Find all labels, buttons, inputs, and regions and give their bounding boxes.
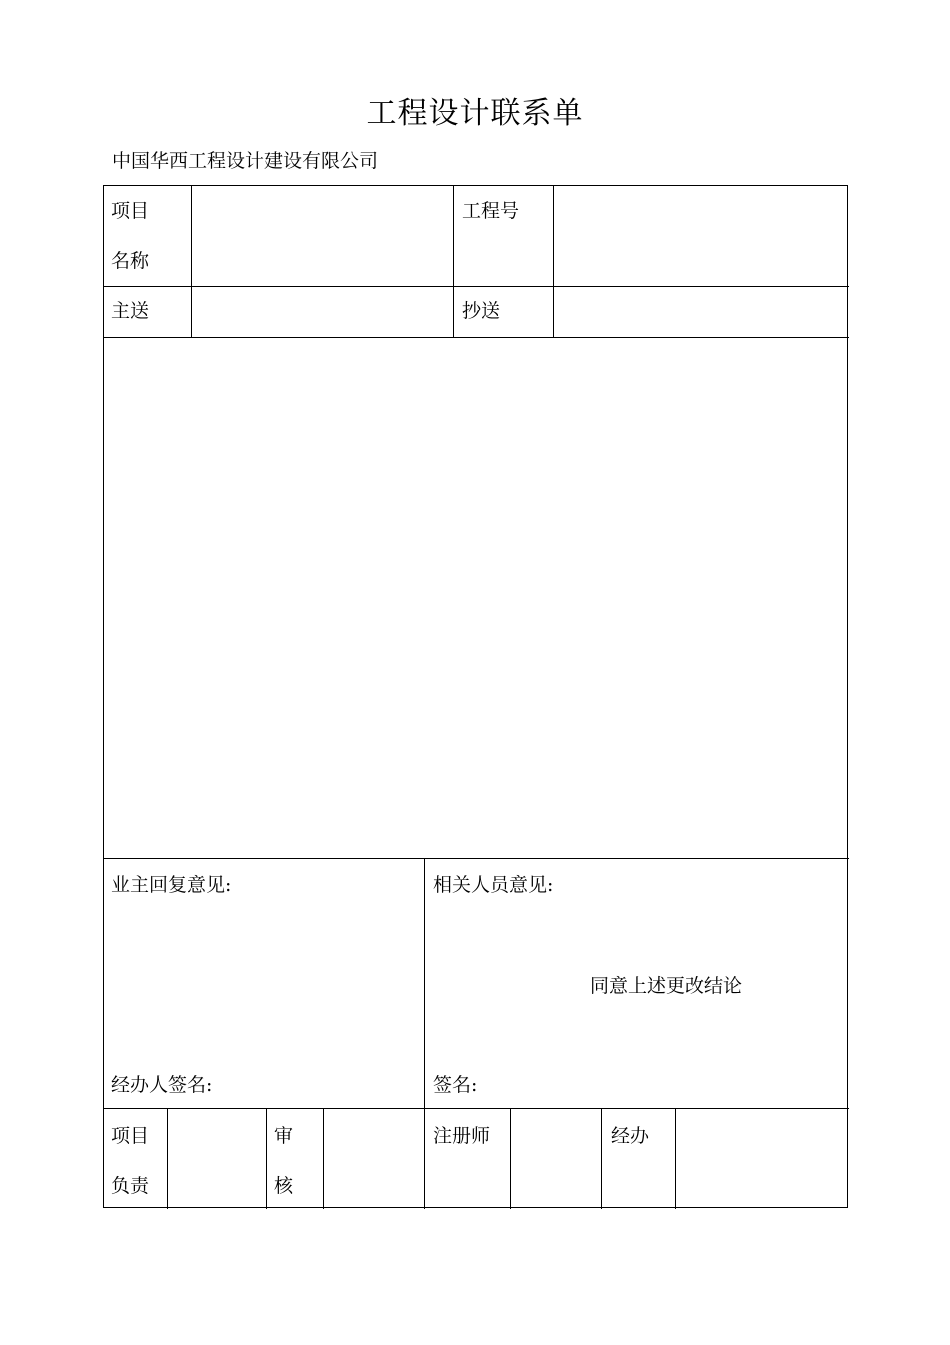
agree-statement: 同意上述更改结论 [590, 975, 743, 997]
project-name-field[interactable] [192, 186, 453, 286]
review-label: 审核 [274, 1125, 294, 1197]
registered-engineer-label: 注册师 [433, 1125, 491, 1147]
sign-label: 签名: [433, 1074, 478, 1096]
col-divider [266, 1108, 267, 1209]
col-divider [167, 1108, 168, 1209]
col-divider [675, 1108, 676, 1209]
row-divider [104, 858, 849, 859]
company-name: 中国华西工程设计建设有限公司 [112, 150, 379, 172]
cc-field[interactable] [554, 287, 848, 337]
content-body-area[interactable] [104, 338, 848, 858]
handler-label: 经办 [611, 1125, 650, 1147]
col-divider [601, 1108, 602, 1209]
project-name-label: 项目名称 [111, 200, 150, 272]
document-title: 工程设计联系单 [366, 96, 584, 131]
project-no-field[interactable] [554, 186, 848, 286]
project-no-label: 工程号 [462, 200, 520, 222]
col-divider [323, 1108, 324, 1209]
main-send-label: 主送 [111, 300, 150, 322]
main-send-field[interactable] [192, 287, 453, 337]
project-lead-label: 项目负责 [111, 1125, 150, 1197]
col-divider [424, 858, 425, 1209]
col-divider [510, 1108, 511, 1209]
col-divider [453, 186, 454, 337]
handler-sign-label: 经办人签名: [111, 1074, 213, 1096]
cc-label: 抄送 [462, 300, 501, 322]
owner-reply-label: 业主回复意见: [111, 874, 232, 896]
contact-form-table [103, 185, 848, 1208]
related-staff-label: 相关人员意见: [433, 874, 554, 896]
